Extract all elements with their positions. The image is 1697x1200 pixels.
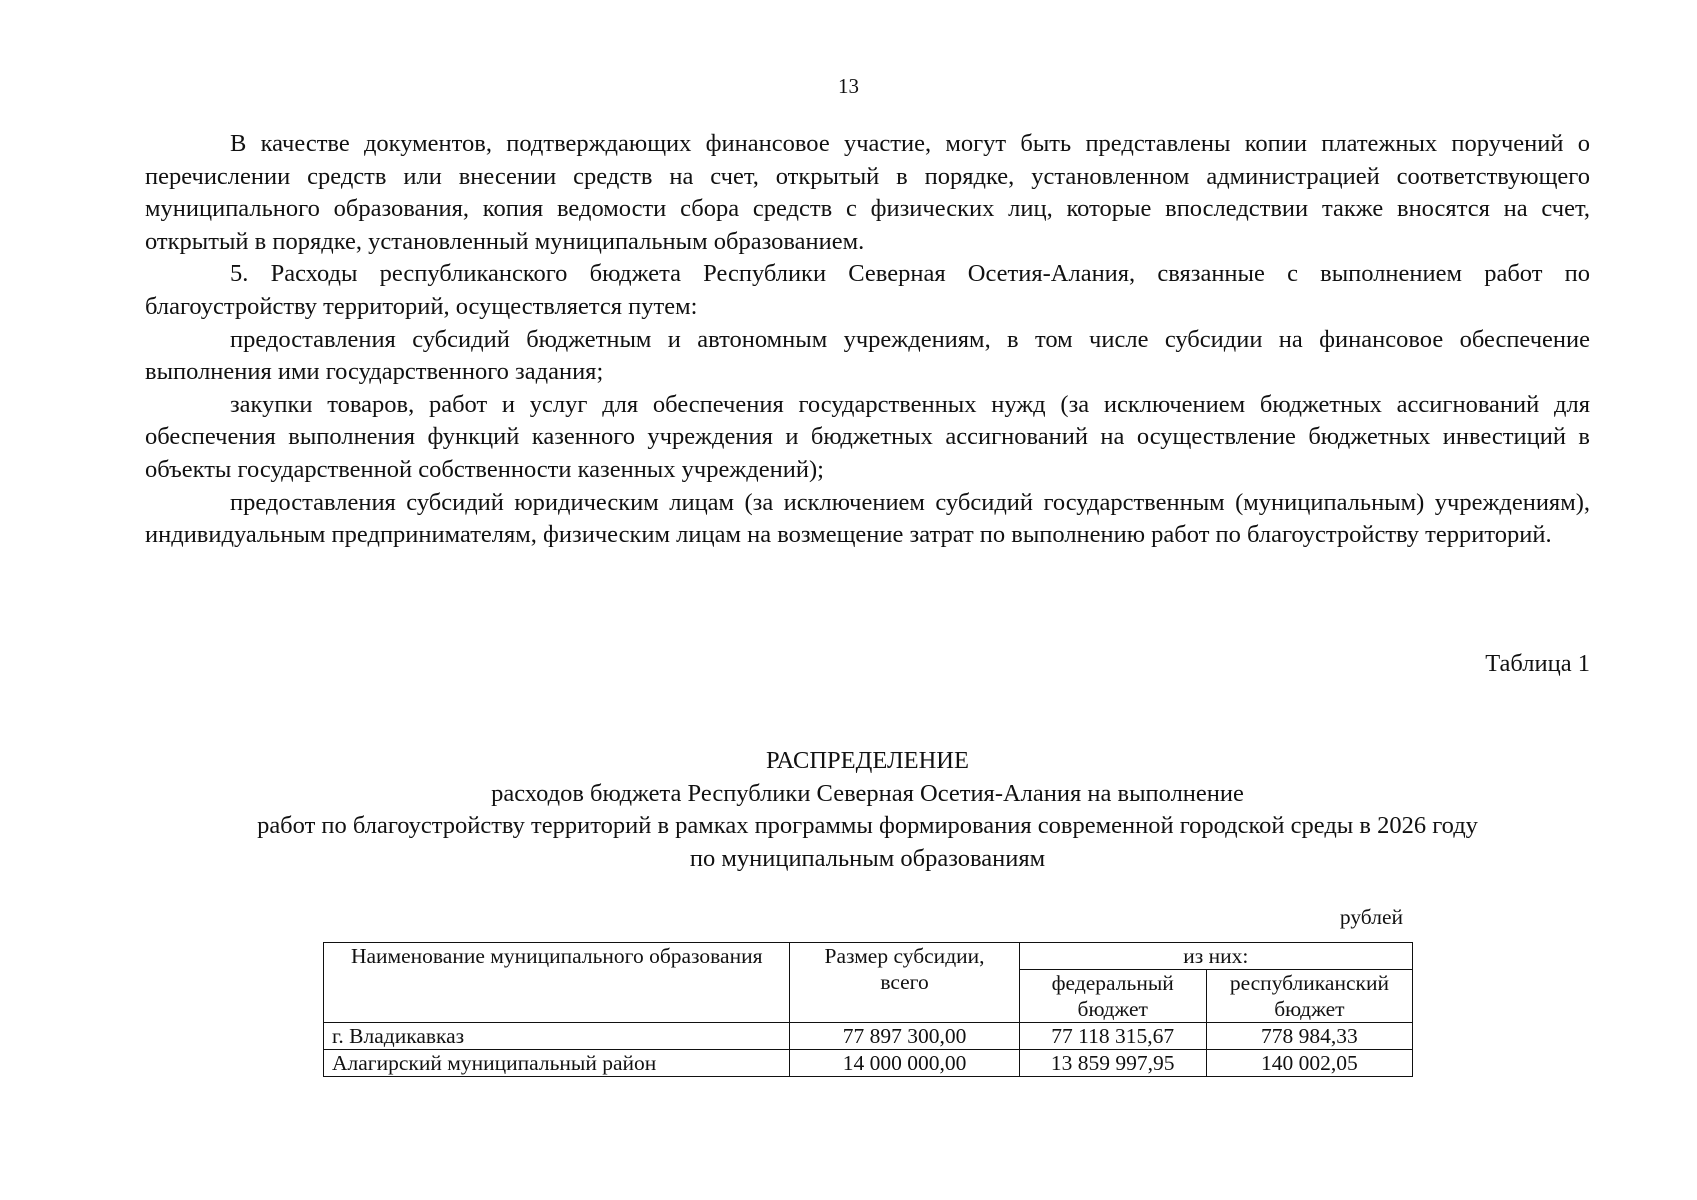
- page-number: 13: [838, 74, 859, 98]
- cell-total: 14 000 000,00: [790, 1050, 1019, 1077]
- cell-name: г. Владикавказ: [324, 1023, 790, 1050]
- table-heading: [145, 745, 1590, 875]
- cell-federal: 77 118 315,67: [1019, 1023, 1206, 1050]
- paragraph: 5. Расходы республиканского бюджета Республики Северная Осетия-Алания, связанные с выполнением работ по благоустройству территорий, осуществляется путем:: [145, 260, 1590, 320]
- units-label: рублей: [1339, 905, 1403, 929]
- cell-total: 77 897 300,00: [790, 1023, 1019, 1050]
- body-text: [145, 128, 1590, 552]
- cell-name: Алагирский муниципальный район: [324, 1050, 790, 1077]
- heading-line: работ по благоустройству территорий в рамках программы формирования современной городской среды в 2026 году: [257, 812, 1478, 840]
- table-label: Таблица 1: [1485, 650, 1590, 677]
- paragraph: В качестве документов, подтверждающих финансовое участие, могут быть представлены копии платежных поручений о перечислении средств или внесении средств на счет, открытый в порядке, установленном администрацией соответствующего муниципального образования, копия ведомости сбора средств с физических лиц, которые впоследствии также вносятся на счет, открытый в порядке, установленный муниципальным образованием.: [145, 130, 1590, 255]
- header-republic: республиканский бюджет: [1206, 970, 1412, 1023]
- paragraph: предоставления субсидий юридическим лицам (за исключением субсидий государственным (муниципальным) учреждениям), индивидуальным предпринимателям, физическим лицам на возмещение затрат по выполнению работ по благоустройству территорий.: [145, 488, 1590, 549]
- heading-line: по муниципальным образованиям: [689, 844, 1046, 872]
- distribution-table: [323, 942, 1413, 1077]
- cell-republic: 140 002,05: [1206, 1050, 1412, 1077]
- header-federal: федеральный бюджет: [1019, 970, 1206, 1023]
- cell-republic: 778 984,33: [1206, 1023, 1412, 1050]
- heading-line: расходов бюджета Республики Северная Осетия-Алания на выполнение: [491, 779, 1244, 807]
- header-row: [324, 943, 1413, 970]
- paragraph: предоставления субсидий бюджетным и автономным учреждениям, в том числе субсидии на финансовое обеспечение выполнения ими государственного задания;: [145, 325, 1590, 386]
- header-of-which: из них:: [1019, 943, 1412, 970]
- table-row: [324, 1023, 1413, 1050]
- header-name: Наименование муниципального образования: [324, 943, 790, 1023]
- paragraph: закупки товаров, работ и услуг для обеспечения государственных нужд (за исключением бюджетных ассигнований для обеспечения выполнения функций казенного учреждения и бюджетных ассигнований на осуществление бюджетных инвестиций в объекты государственной собственности казенных учреждений);: [145, 390, 1590, 483]
- cell-federal: 13 859 997,95: [1019, 1050, 1206, 1077]
- table-row: [324, 1050, 1413, 1077]
- header-total: Размер субсидии, всего: [790, 943, 1019, 1023]
- heading-title: РАСПРЕДЕЛЕНИЕ: [766, 747, 969, 774]
